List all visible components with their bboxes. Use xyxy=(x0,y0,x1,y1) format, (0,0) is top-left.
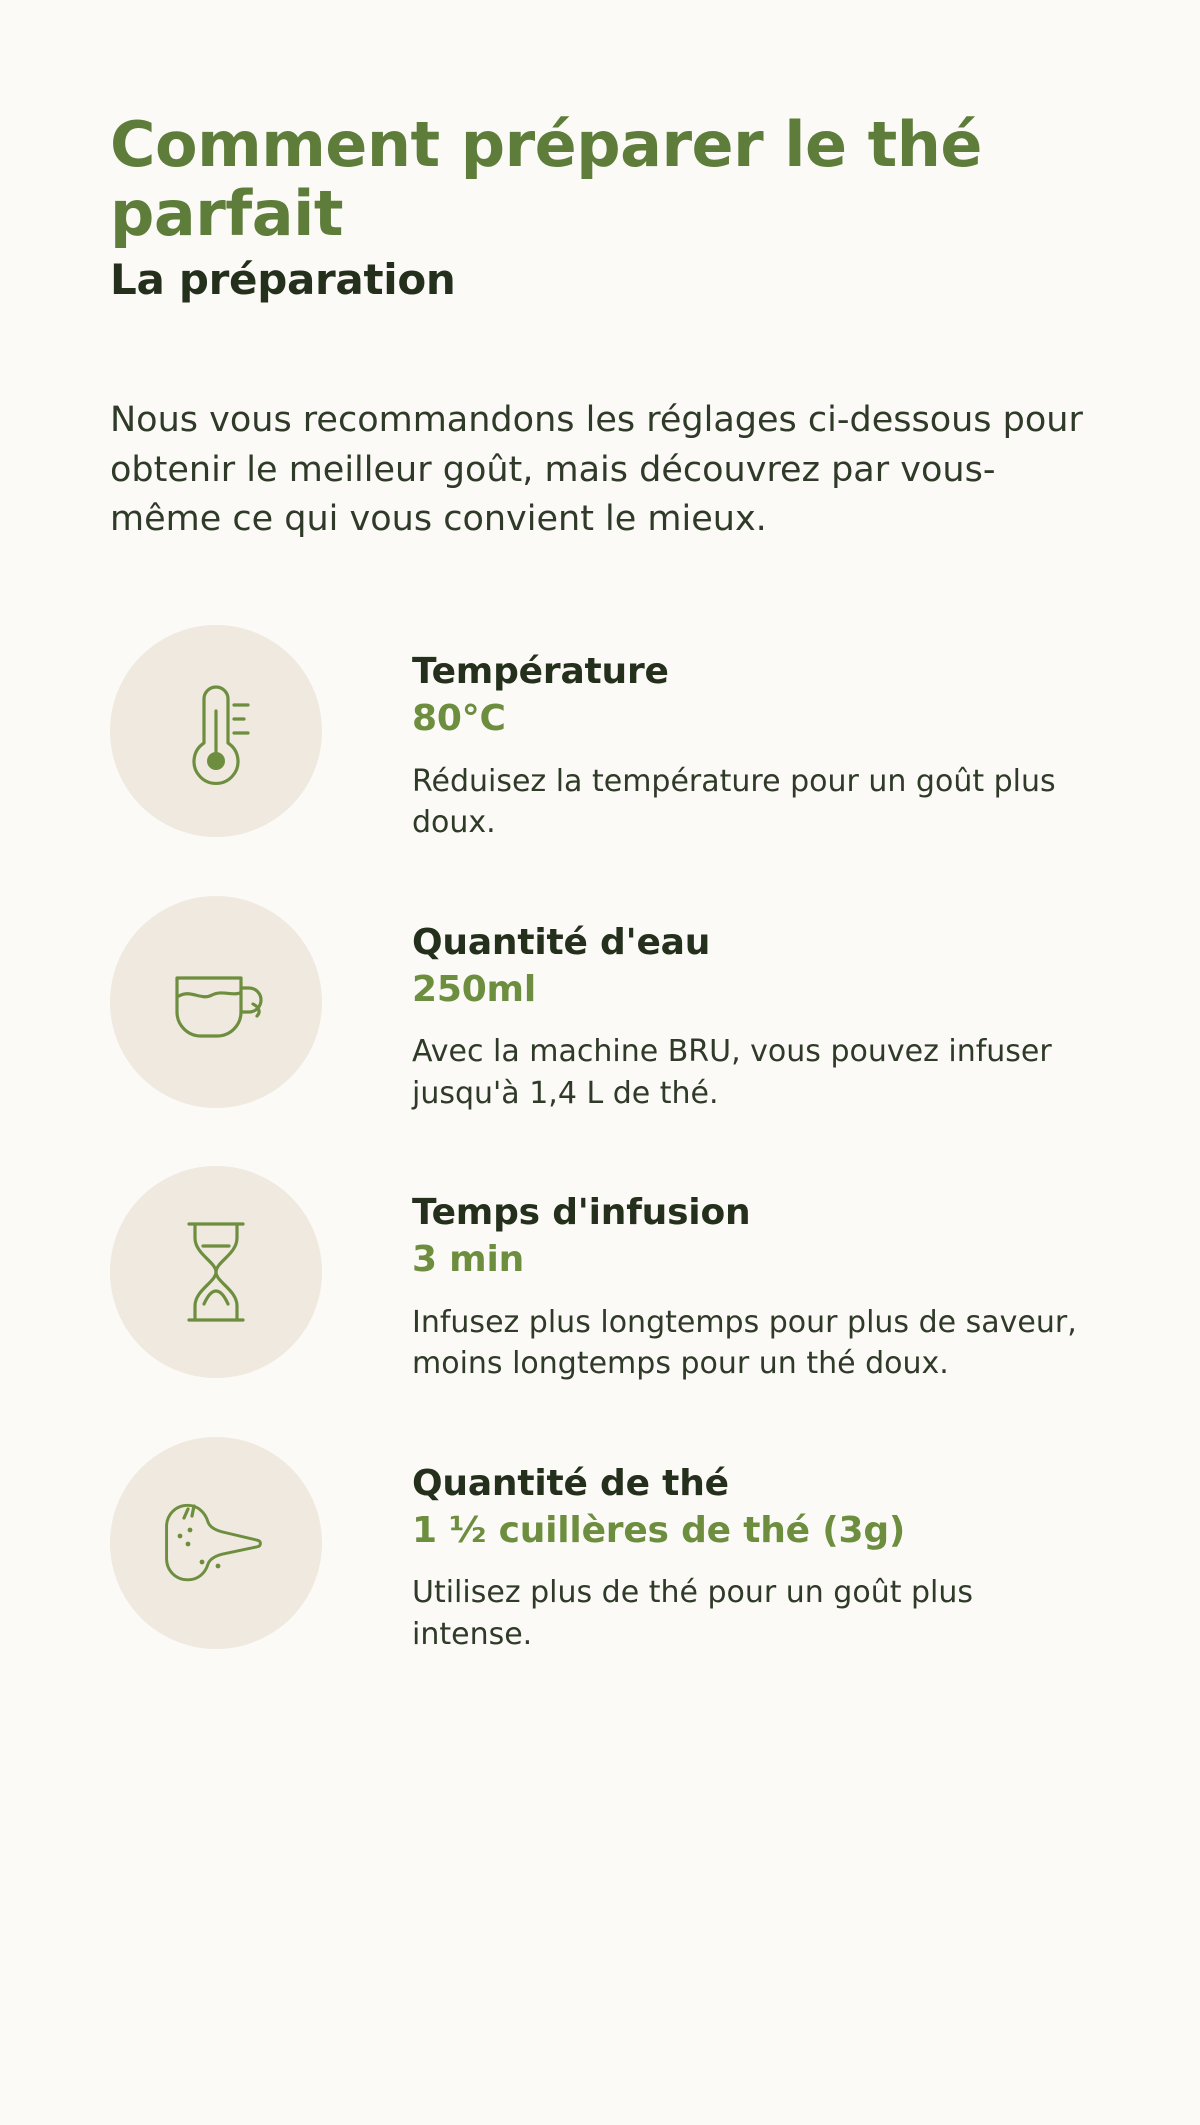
icon-container xyxy=(110,896,322,1108)
item-title: Quantité de thé xyxy=(412,1462,729,1504)
hourglass-icon xyxy=(110,1166,322,1378)
item-description: Utilisez plus de thé pour un goût plus intense. xyxy=(412,1575,974,1652)
page-title: Comment préparer le thé parfait xyxy=(110,108,982,251)
item-value: 1 ½ cuillères de thé (3g) xyxy=(412,1509,906,1551)
icon-container xyxy=(110,1166,322,1378)
list-item xyxy=(110,625,1100,844)
item-value: 3 min xyxy=(412,1239,525,1281)
item-text xyxy=(322,896,1100,1115)
item-description: Infusez plus longtemps pour plus de saveur, moins longtemps pour un thé doux. xyxy=(412,1304,1077,1382)
list-item xyxy=(110,896,1100,1115)
item-text xyxy=(322,1437,1100,1656)
tea-spoon-icon xyxy=(110,1437,322,1649)
page-subtitle: La préparation xyxy=(110,254,456,304)
thermometer-icon xyxy=(110,625,322,837)
item-value: 80°C xyxy=(412,697,506,739)
list-item xyxy=(110,1437,1100,1656)
list-item xyxy=(110,1166,1100,1385)
preparation-settings-list xyxy=(110,625,1100,1655)
item-text xyxy=(322,1166,1100,1385)
intro-paragraph: Nous vous recommandons les réglages ci-dessous pour obtenir le meilleur goût, mais découvrez par vous-même ce qui vous convient le mieux. xyxy=(110,399,1083,540)
icon-container xyxy=(110,1437,322,1649)
cup-icon xyxy=(110,896,322,1108)
item-title: Température xyxy=(412,650,669,692)
item-title: Temps d'infusion xyxy=(412,1192,751,1234)
item-title: Quantité d'eau xyxy=(412,921,711,963)
icon-container xyxy=(110,625,322,837)
item-description: Avec la machine BRU, vous pouvez infuser jusqu'à 1,4 L de thé. xyxy=(412,1034,1052,1111)
item-description: Réduisez la température pour un goût plus doux. xyxy=(412,763,1056,841)
item-value: 250ml xyxy=(412,968,536,1010)
item-text xyxy=(322,625,1100,844)
